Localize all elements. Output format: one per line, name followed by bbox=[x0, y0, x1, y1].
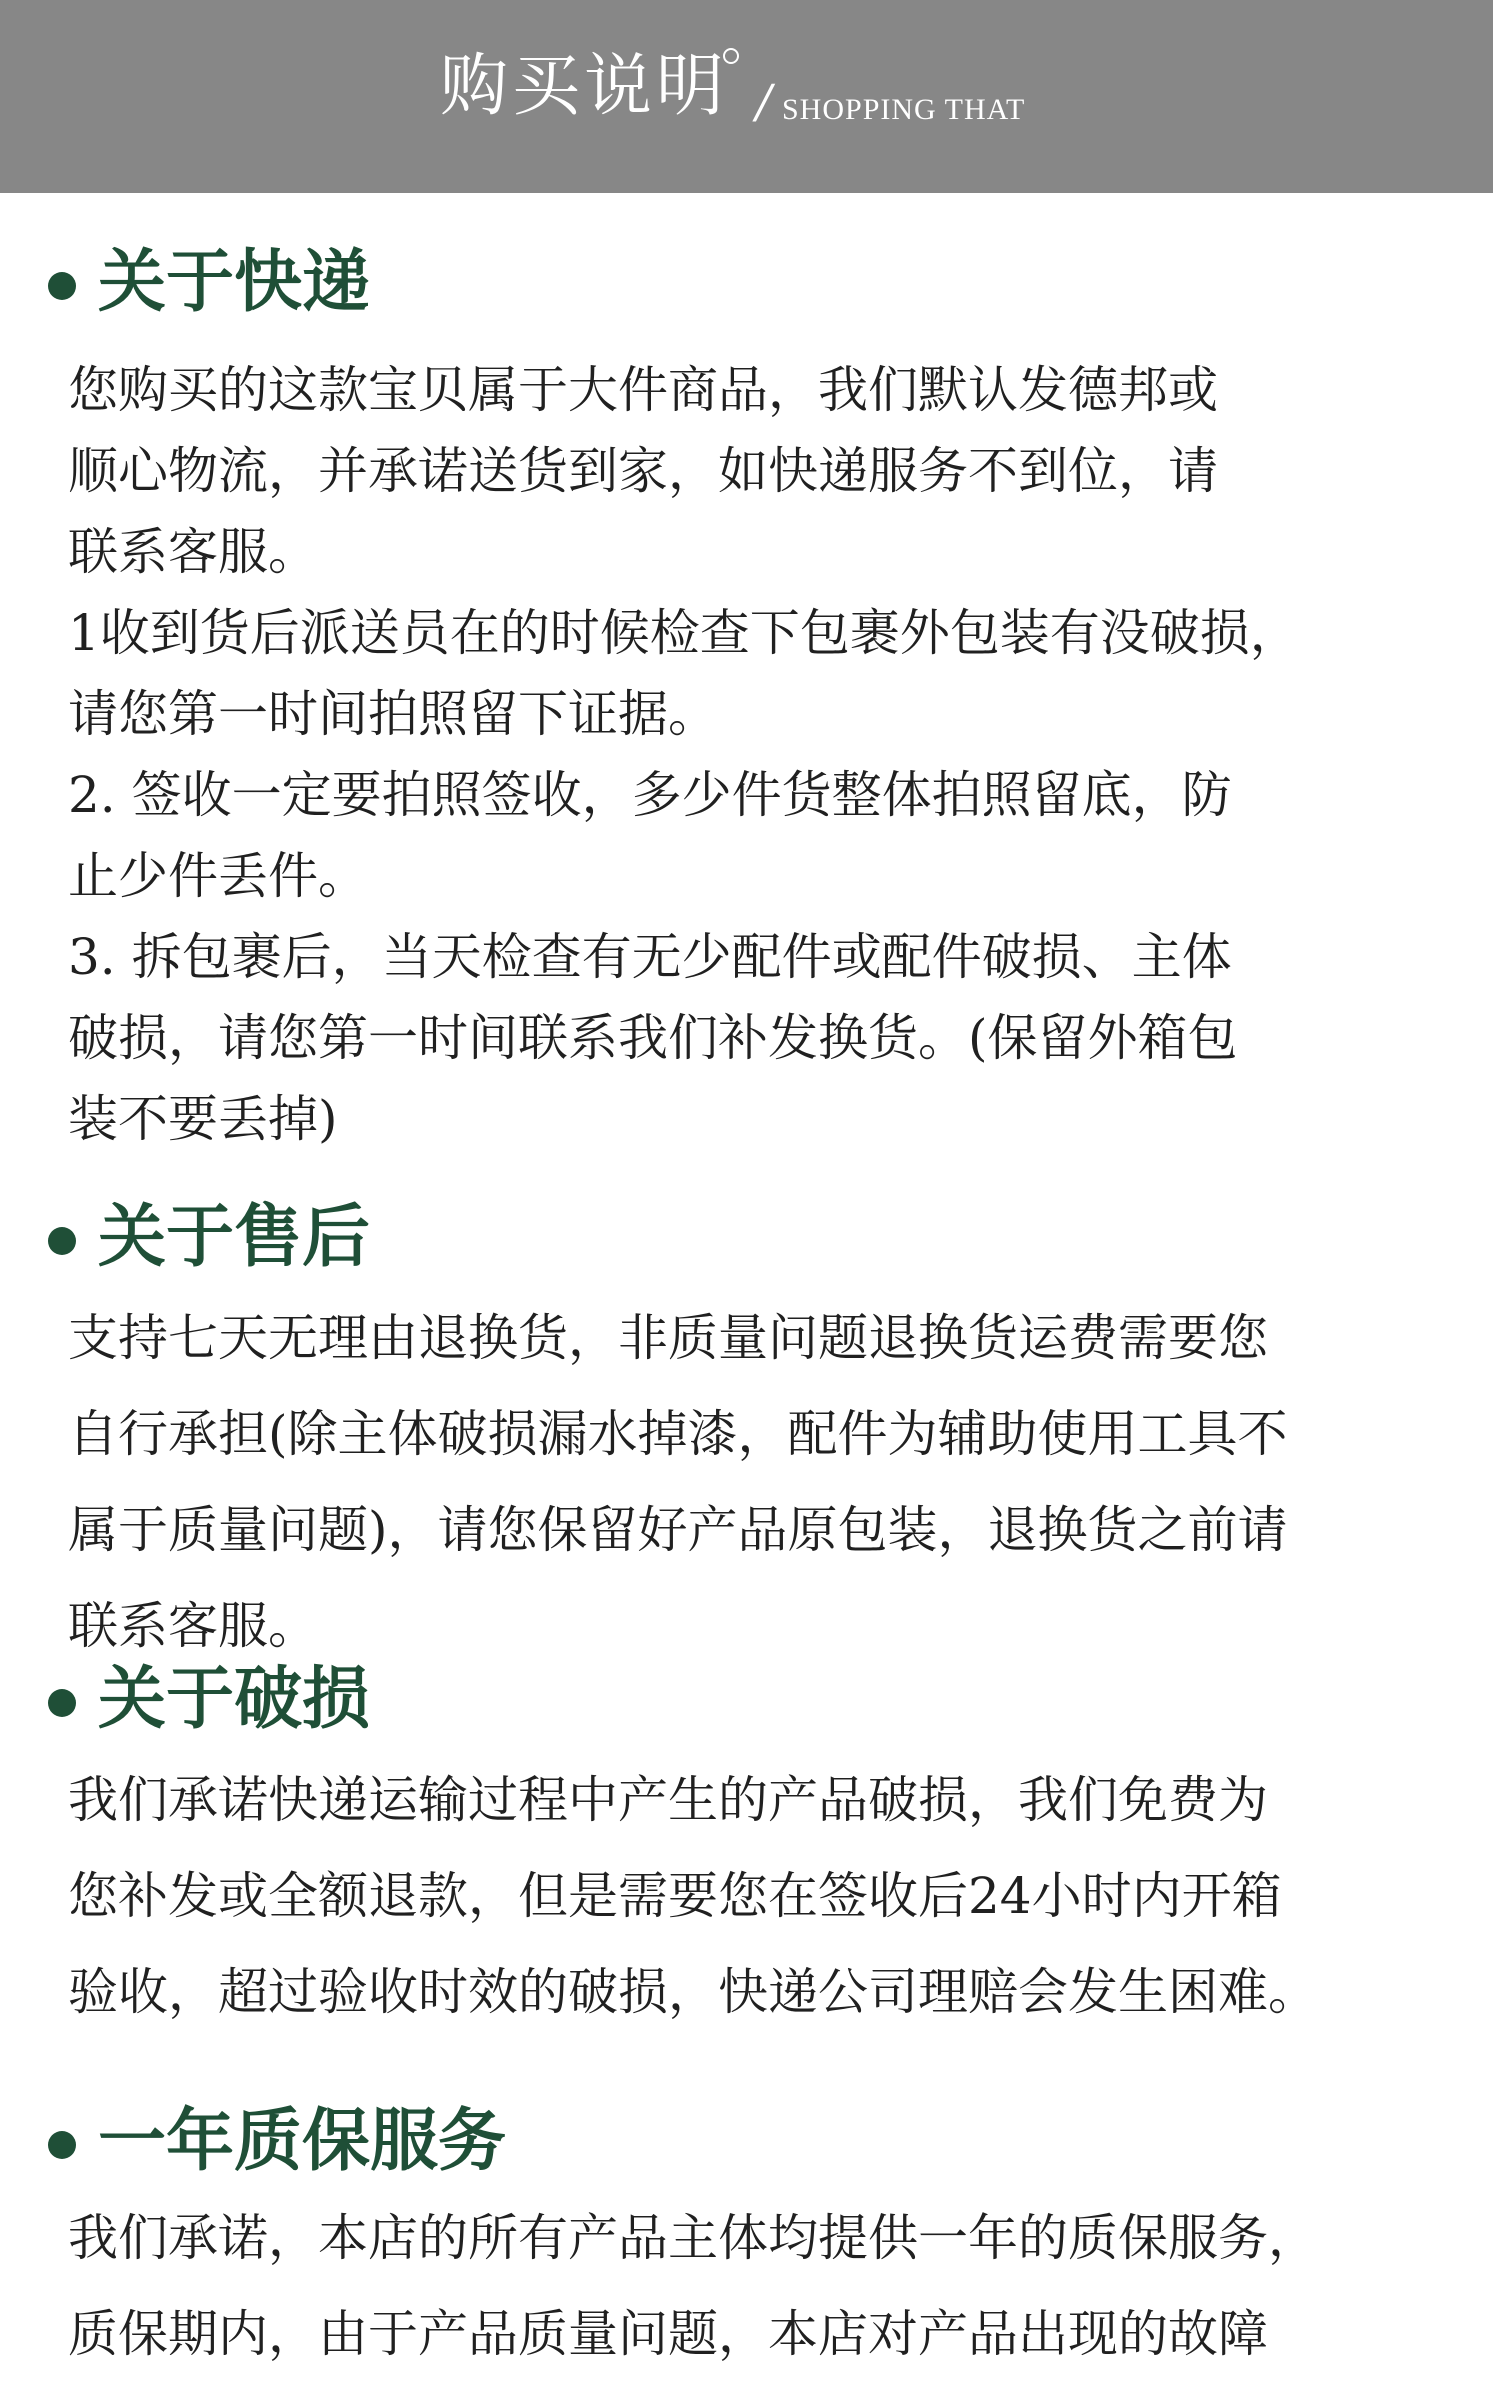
body-line: 1收到货后派送员在的时候检查下包裹外包装有没破损， bbox=[68, 604, 1300, 662]
header-slash: / bbox=[756, 74, 772, 128]
degree-mark-icon bbox=[723, 48, 739, 64]
section-title: 关于售后 bbox=[98, 1198, 371, 1277]
body-line: 破损，请您第一时间联系我们补发换货。(保留外箱包 bbox=[68, 1009, 1238, 1067]
body-line: 您购买的这款宝贝属于大件商品，我们默认发德邦或 bbox=[68, 361, 1218, 419]
body-line: 3. 拆包裹后，当天检查有无少配件或配件破损、主体 bbox=[68, 928, 1232, 986]
body-line: 顺心物流，并承诺送货到家，如快递服务不到位，请 bbox=[68, 442, 1218, 500]
body-line: 止少件丢件。 bbox=[68, 847, 368, 905]
bullet-icon bbox=[48, 2131, 76, 2159]
section-body-warranty bbox=[68, 2190, 1318, 2382]
section-title: 关于破损 bbox=[98, 1660, 371, 1739]
header-subtitle: SHOPPING THAT bbox=[782, 93, 1026, 126]
body-line: 验收，超过验收时效的破损，快递公司理赔会发生困难。 bbox=[68, 1963, 1318, 2021]
body-line: 联系客服。 bbox=[68, 1597, 318, 1655]
section-title: 一年质保服务 bbox=[98, 2102, 507, 2181]
section-body-after-sales bbox=[68, 1290, 1288, 1674]
header-title: 购买说明 bbox=[440, 47, 729, 126]
body-line: 装不要丢掉) bbox=[68, 1090, 338, 1148]
header-banner bbox=[0, 0, 1493, 193]
section-title: 关于快递 bbox=[98, 243, 371, 322]
section-body-express bbox=[68, 350, 1300, 1160]
body-line: 我们承诺，本店的所有产品主体均提供一年的质保服务， bbox=[68, 2209, 1318, 2267]
body-line: 属于质量问题)，请您保留好产品原包装，退换货之前请 bbox=[68, 1501, 1288, 1559]
bullet-icon bbox=[48, 1689, 76, 1717]
body-line: 质保期内，由于产品质量问题，本店对产品出现的故障 bbox=[68, 2305, 1268, 2363]
body-line: 您补发或全额退款，但是需要您在签收后24小时内开箱 bbox=[68, 1867, 1282, 1925]
body-line: 我们承诺快递运输过程中产生的产品破损，我们免费为 bbox=[68, 1771, 1268, 1829]
bullet-icon bbox=[48, 1227, 76, 1255]
body-line: 联系客服。 bbox=[68, 523, 318, 581]
body-line: 自行承担(除主体破损漏水掉漆，配件为辅助使用工具不 bbox=[68, 1405, 1288, 1463]
body-line: 支持七天无理由退换货，非质量问题退换货运费需要您 bbox=[68, 1309, 1268, 1367]
body-line: 2. 签收一定要拍照签收，多少件货整体拍照留底，防 bbox=[68, 766, 1232, 824]
section-body-damage bbox=[68, 1752, 1318, 2040]
bullet-icon bbox=[48, 272, 76, 300]
body-line: 请您第一时间拍照留下证据。 bbox=[68, 685, 718, 743]
